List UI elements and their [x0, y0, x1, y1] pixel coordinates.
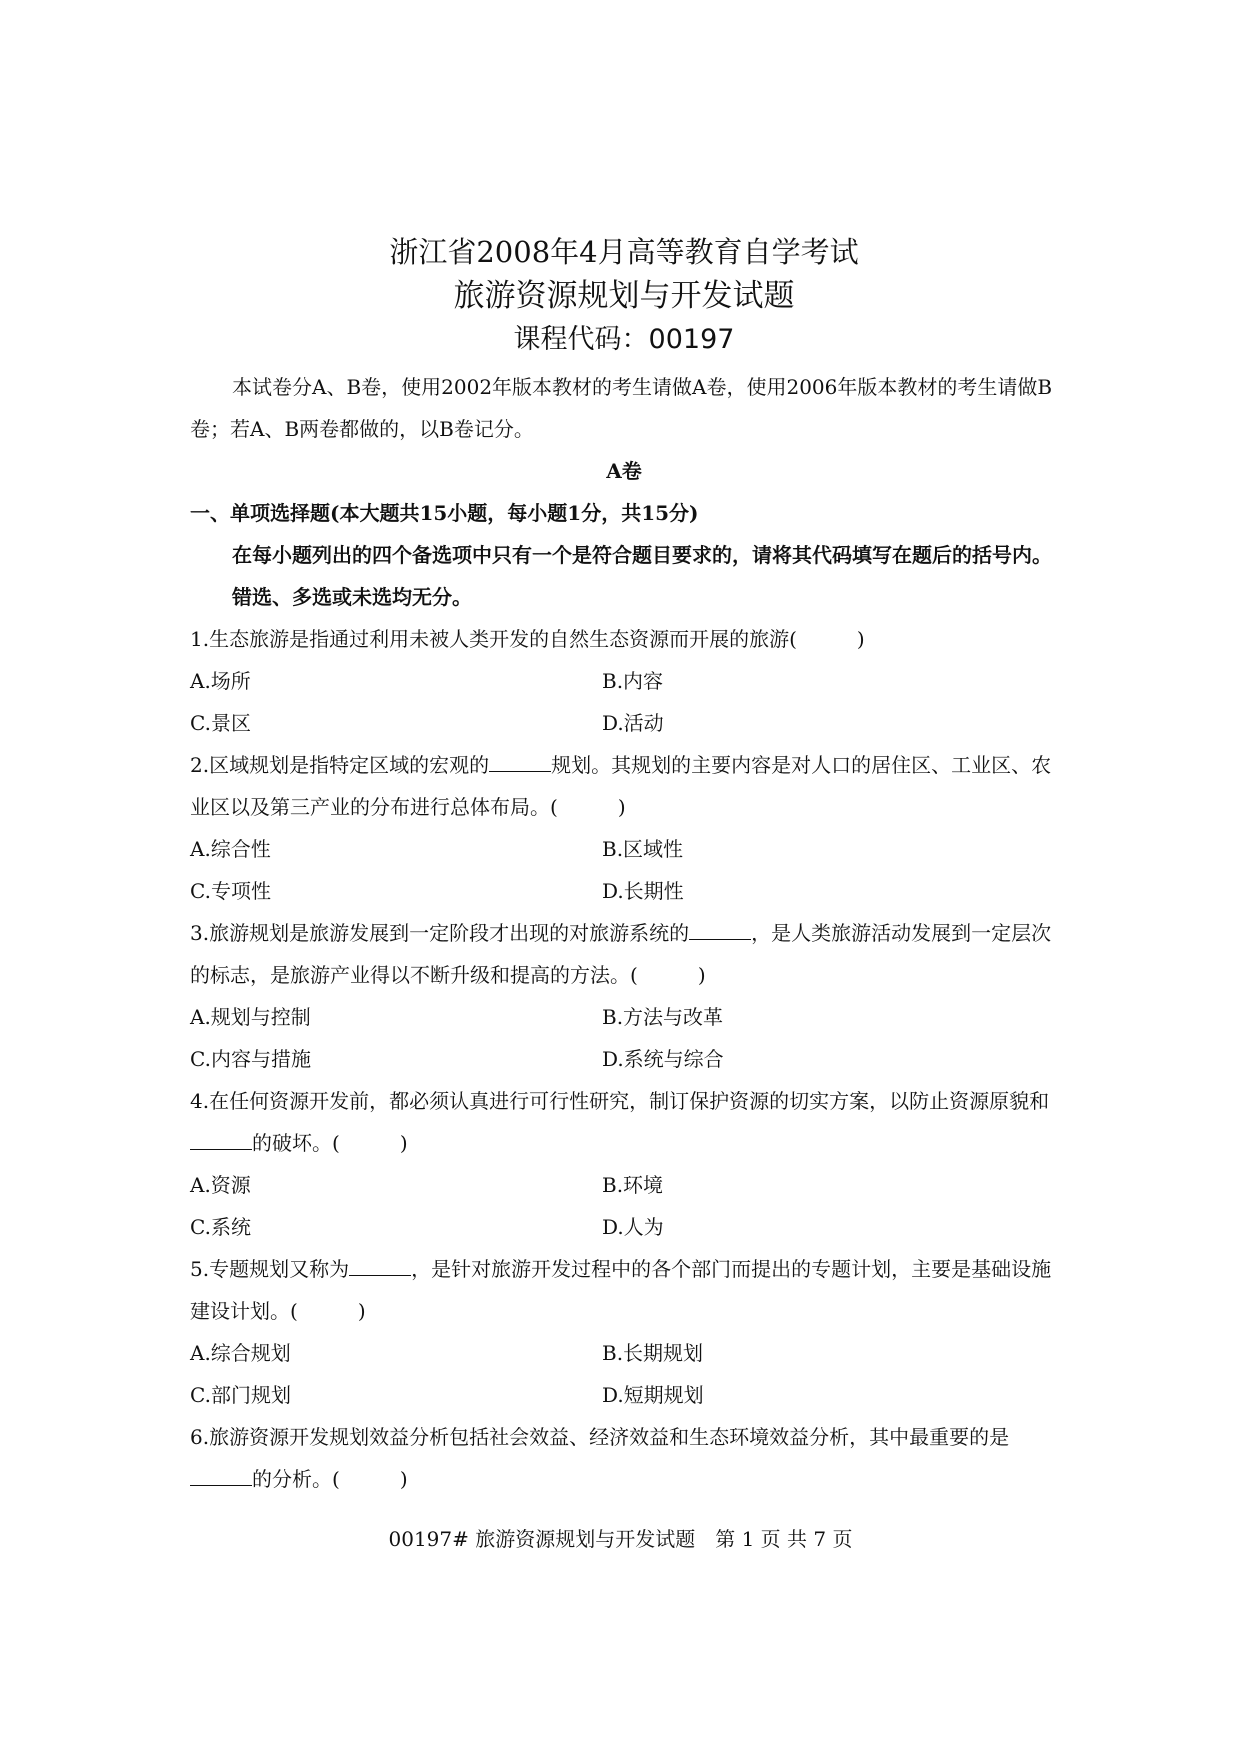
question-text-cont: 规划。其规划的主要内容是对人口的居住区、工业区、农业区以及第三产业的分布进行总体布局。( — [190, 753, 1052, 819]
option-d: D.活动 — [602, 711, 664, 735]
option-a: A.综合规划 — [190, 1341, 291, 1365]
question-2 — [190, 744, 1058, 828]
question-text-cont: ，是针对旅游开发过程中的各个部门而提出的专题计划，主要是基础设施建设计划。( — [190, 1257, 1052, 1323]
fill-blank — [489, 751, 551, 772]
options-row — [190, 996, 1058, 1038]
section-instruction: 在每小题列出的四个备选项中只有一个是符合题目要求的，请将其代码填写在题后的括号内。错选、多选或未选均无分。 — [232, 543, 1052, 609]
option-d: D.系统与综合 — [602, 1047, 724, 1071]
question-text: 6.旅游资源开发规划效益分析包括社会效益、经济效益和生态环境效益分析，其中最重要的是 — [190, 1425, 1010, 1449]
option-d: D.人为 — [602, 1215, 664, 1239]
options-row — [190, 870, 1058, 912]
question-text: 2.区域规划是指特定区域的宏观的 — [190, 753, 490, 777]
question-text: 3.旅游规划是旅游发展到一定阶段才出现的对旅游系统的 — [190, 921, 690, 945]
option-a: A.综合性 — [190, 837, 271, 861]
options-row — [190, 1332, 1058, 1374]
options-row — [190, 1164, 1058, 1206]
option-a: A.场所 — [190, 669, 251, 693]
option-a: A.资源 — [190, 1173, 251, 1197]
volume-label: A卷 — [606, 459, 642, 483]
exam-title: 浙江省2008年4月高等教育自学考试 — [389, 235, 859, 269]
course-code: 课程代码：00197 — [513, 324, 735, 355]
intro-paragraph: 本试卷分A、B卷，使用2002年版本教材的考生请做A卷，使用2006年版本教材的考生请做B卷；若A、B两卷都做的，以B卷记分。 — [190, 375, 1053, 441]
option-c: C.专项性 — [190, 879, 271, 903]
subject-title: 旅游资源规划与开发试题 — [453, 278, 795, 314]
option-d: D.短期规划 — [602, 1383, 704, 1407]
option-b: B.环境 — [602, 1173, 664, 1197]
fill-blank — [190, 1465, 252, 1486]
option-b: B.方法与改革 — [602, 1005, 724, 1029]
question-text-cont: 的分析。( — [252, 1467, 340, 1491]
fill-blank — [689, 919, 751, 940]
option-c: C.部门规划 — [190, 1383, 291, 1407]
question-paren: ) — [357, 1299, 366, 1323]
option-d: D.长期性 — [602, 879, 684, 903]
page-footer: 00197# 旅游资源规划与开发试题 第 1 页 共 7 页 — [388, 1527, 853, 1551]
exam-page — [190, 230, 1058, 1500]
option-a: A.规划与控制 — [190, 1005, 311, 1029]
question-text-cont: ，是人类旅游活动发展到一定层次的标志，是旅游产业得以不断升级和提高的方法。( — [190, 921, 1052, 987]
option-b: B.内容 — [602, 669, 664, 693]
question-1 — [190, 618, 1058, 660]
question-6 — [190, 1416, 1058, 1500]
question-4 — [190, 1080, 1058, 1164]
question-text: 1.生态旅游是指通过利用未被人类开发的自然生态资源而开展的旅游( — [190, 627, 797, 651]
options-row — [190, 660, 1058, 702]
question-text-cont: 的破坏。( — [252, 1131, 340, 1155]
question-5 — [190, 1248, 1058, 1332]
question-text: 5.专题规划又称为 — [190, 1257, 350, 1281]
options-row — [190, 702, 1058, 744]
options-row — [190, 828, 1058, 870]
question-paren: ) — [617, 795, 626, 819]
option-c: C.内容与措施 — [190, 1047, 311, 1071]
options-row — [190, 1206, 1058, 1248]
question-paren: ) — [399, 1131, 408, 1155]
options-row — [190, 1038, 1058, 1080]
question-paren: ) — [856, 627, 865, 651]
fill-blank — [349, 1255, 411, 1276]
option-b: B.长期规划 — [602, 1341, 704, 1365]
fill-blank — [190, 1129, 252, 1150]
options-row — [190, 1374, 1058, 1416]
section-title: 一、单项选择题(本大题共15小题，每小题1分，共15分) — [190, 501, 699, 525]
question-paren: ) — [697, 963, 706, 987]
question-paren: ) — [399, 1467, 408, 1491]
option-b: B.区域性 — [602, 837, 684, 861]
option-c: C.系统 — [190, 1215, 251, 1239]
question-text: 4.在任何资源开发前，都必须认真进行可行性研究，制订保护资源的切实方案，以防止资源原貌和 — [190, 1089, 1050, 1113]
question-3 — [190, 912, 1058, 996]
option-c: C.景区 — [190, 711, 251, 735]
